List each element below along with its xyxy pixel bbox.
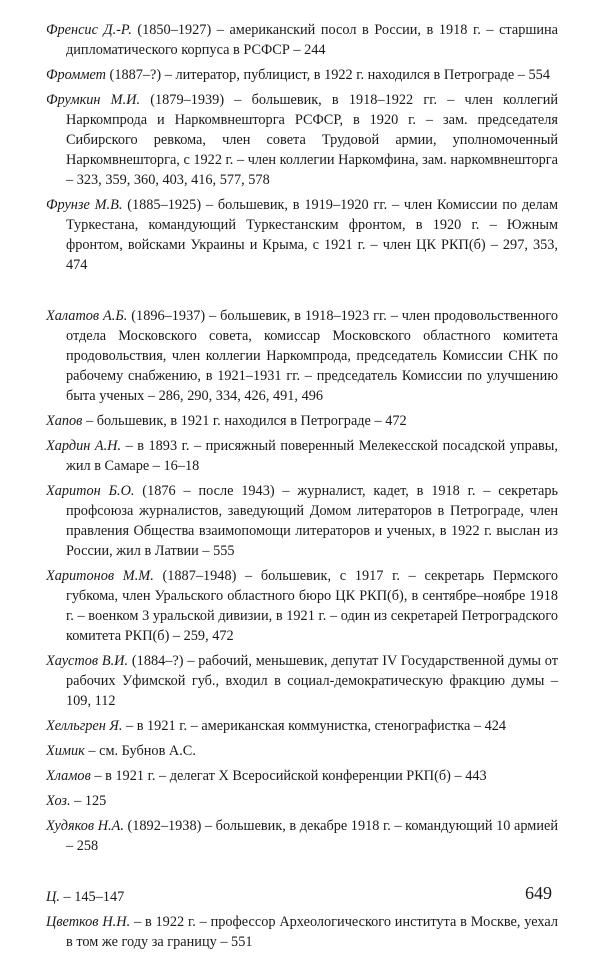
index-entry [46, 566, 558, 646]
section-f [46, 20, 558, 275]
entry-text: – большевик, в 1921 г. находился в Петрограде – 472 [82, 413, 407, 429]
index-entry [46, 791, 558, 811]
index-entry [46, 766, 558, 786]
entry-text: (1884–?) – рабочий, меньшевик, депутат IV Государственной думы от рабочих Уфимской губ., входил в социал-демократическую фракцию думы – 109, 112 [66, 653, 558, 709]
index-entry [46, 741, 558, 761]
entry-text: – в 1922 г. – профессор Археологического института в Москве, уехал в том же году за границу – 551 [66, 914, 558, 950]
entry-name: Худяков Н.А. [46, 818, 124, 834]
entry-name: Цветков Н.Н. [46, 914, 131, 930]
entry-name: Фрумкин М.И. [46, 92, 141, 108]
index-entry [46, 90, 558, 190]
index-entry [46, 887, 558, 907]
entry-text: – 145–147 [59, 889, 125, 905]
entry-text: (1887–1948) – большевик, с 1917 г. – секретарь Пермского губкома, член Уральского областного бюро ЦК РКП(б), в сентябре–ноябре 1918 г. – военком 3 уральской дивизии, в 1921 г. – один из секретарей Петроградского комитета РКП(б) – 259, 472 [66, 568, 559, 644]
index-entry [46, 716, 558, 736]
entry-name: Харитон Б.О. [46, 483, 135, 499]
entry-text: (1892–1938) – большевик, в декабре 1918 г. – командующий 10 армией – 258 [66, 818, 558, 854]
index-entry [46, 651, 558, 711]
entry-text: (1876 – после 1943) – журналист, кадет, в 1918 г. – секретарь профсоюза журналистов, заведующий Домом литераторов в Петрограде, член правления Общества взаимопомощи литераторов и ученых, в 1922 г. выслан из России, жил в Латвии – 555 [66, 483, 558, 559]
entry-text: (1887–?) – литератор, публицист, в 1922 г. находился в Петрограде – 554 [105, 67, 550, 83]
entry-name: Хламов [46, 768, 91, 784]
entry-text: (1879–1939) – большевик, в 1918–1922 гг. – член коллегий Наркомпрода и Наркомвнешторга РСФСР, в 1920 г. – зам. председателя Сибирского ревкома, член совета Трудовой армии, уполномоченный Наркомвнешторга, с 1922 г. – член коллегии Наркомфина, зам. наркомвнешторга – 323, 359, 360, 403, 416, 577, 578 [66, 92, 558, 188]
entry-name: Фрунзе М.В. [46, 197, 123, 213]
entry-name: Френсис Д.-Р. [46, 22, 132, 38]
index-entry [46, 195, 558, 275]
entry-name: Халатов А.Б. [46, 308, 128, 324]
page-number: 649 [525, 883, 552, 903]
entry-text: – в 1921 г. – американская коммунистка, стенографистка – 424 [122, 718, 507, 734]
entry-text: (1896–1937) – большевик, в 1918–1923 гг. – член продовольственного отдела Московского совета, комиссар Московского областного комитета продовольствия, член коллегии Наркомпрода, председатель Комиссии СНК по рабочему снабжению, в 1921–1931 гг. – председатель Комиссии по улучшению быта ученых – 286, 290, 334, 426, 491, 496 [66, 308, 558, 404]
index-entry [46, 912, 558, 952]
entry-name: Хардин А.Н. [46, 438, 122, 454]
index-entry [46, 65, 558, 85]
entry-text: – см. Бубнов А.С. [84, 743, 196, 759]
entry-text: – в 1921 г. – делегат X Всеросийской конференции РКП(б) – 443 [90, 768, 487, 784]
index-page [46, 20, 558, 957]
entry-name: Фроммет [46, 67, 106, 83]
section-gap [46, 280, 558, 306]
entry-name: Хоз. [46, 793, 71, 809]
entry-text: (1850–1927) – американский посол в России, в 1918 г. – старшина дипломатического корпуса в РСФСР – 244 [66, 22, 558, 58]
index-entry [46, 481, 558, 561]
entry-text: (1885–1925) – большевик, в 1919–1920 гг. – член Комиссии по делам Туркестана, командующий Туркестанским фронтом, в 1920 г. – Южным фронтом, войсками Украины и Крыма, с 1921 г. – член ЦК РКП(б) – 297, 353, 474 [66, 197, 558, 273]
index-entry [46, 436, 558, 476]
index-entry [46, 20, 558, 60]
index-entry [46, 816, 558, 856]
section-gap [46, 861, 558, 887]
section-h [46, 306, 558, 856]
entry-text: – в 1893 г. – присяжный поверенный Мелекесской посадской управы, жил в Самаре – 16–18 [66, 438, 558, 474]
entry-text: – 125 [70, 793, 107, 809]
index-entry [46, 306, 558, 406]
entry-name: Ц. [46, 889, 60, 905]
entry-name: Химик [46, 743, 85, 759]
entry-name: Харитонов М.М. [46, 568, 154, 584]
entry-name: Хелльгрен Я. [46, 718, 123, 734]
entry-name: Хаустов В.И. [46, 653, 129, 669]
section-ts [46, 887, 558, 952]
entry-name: Хапов [46, 413, 83, 429]
index-entry [46, 411, 558, 431]
